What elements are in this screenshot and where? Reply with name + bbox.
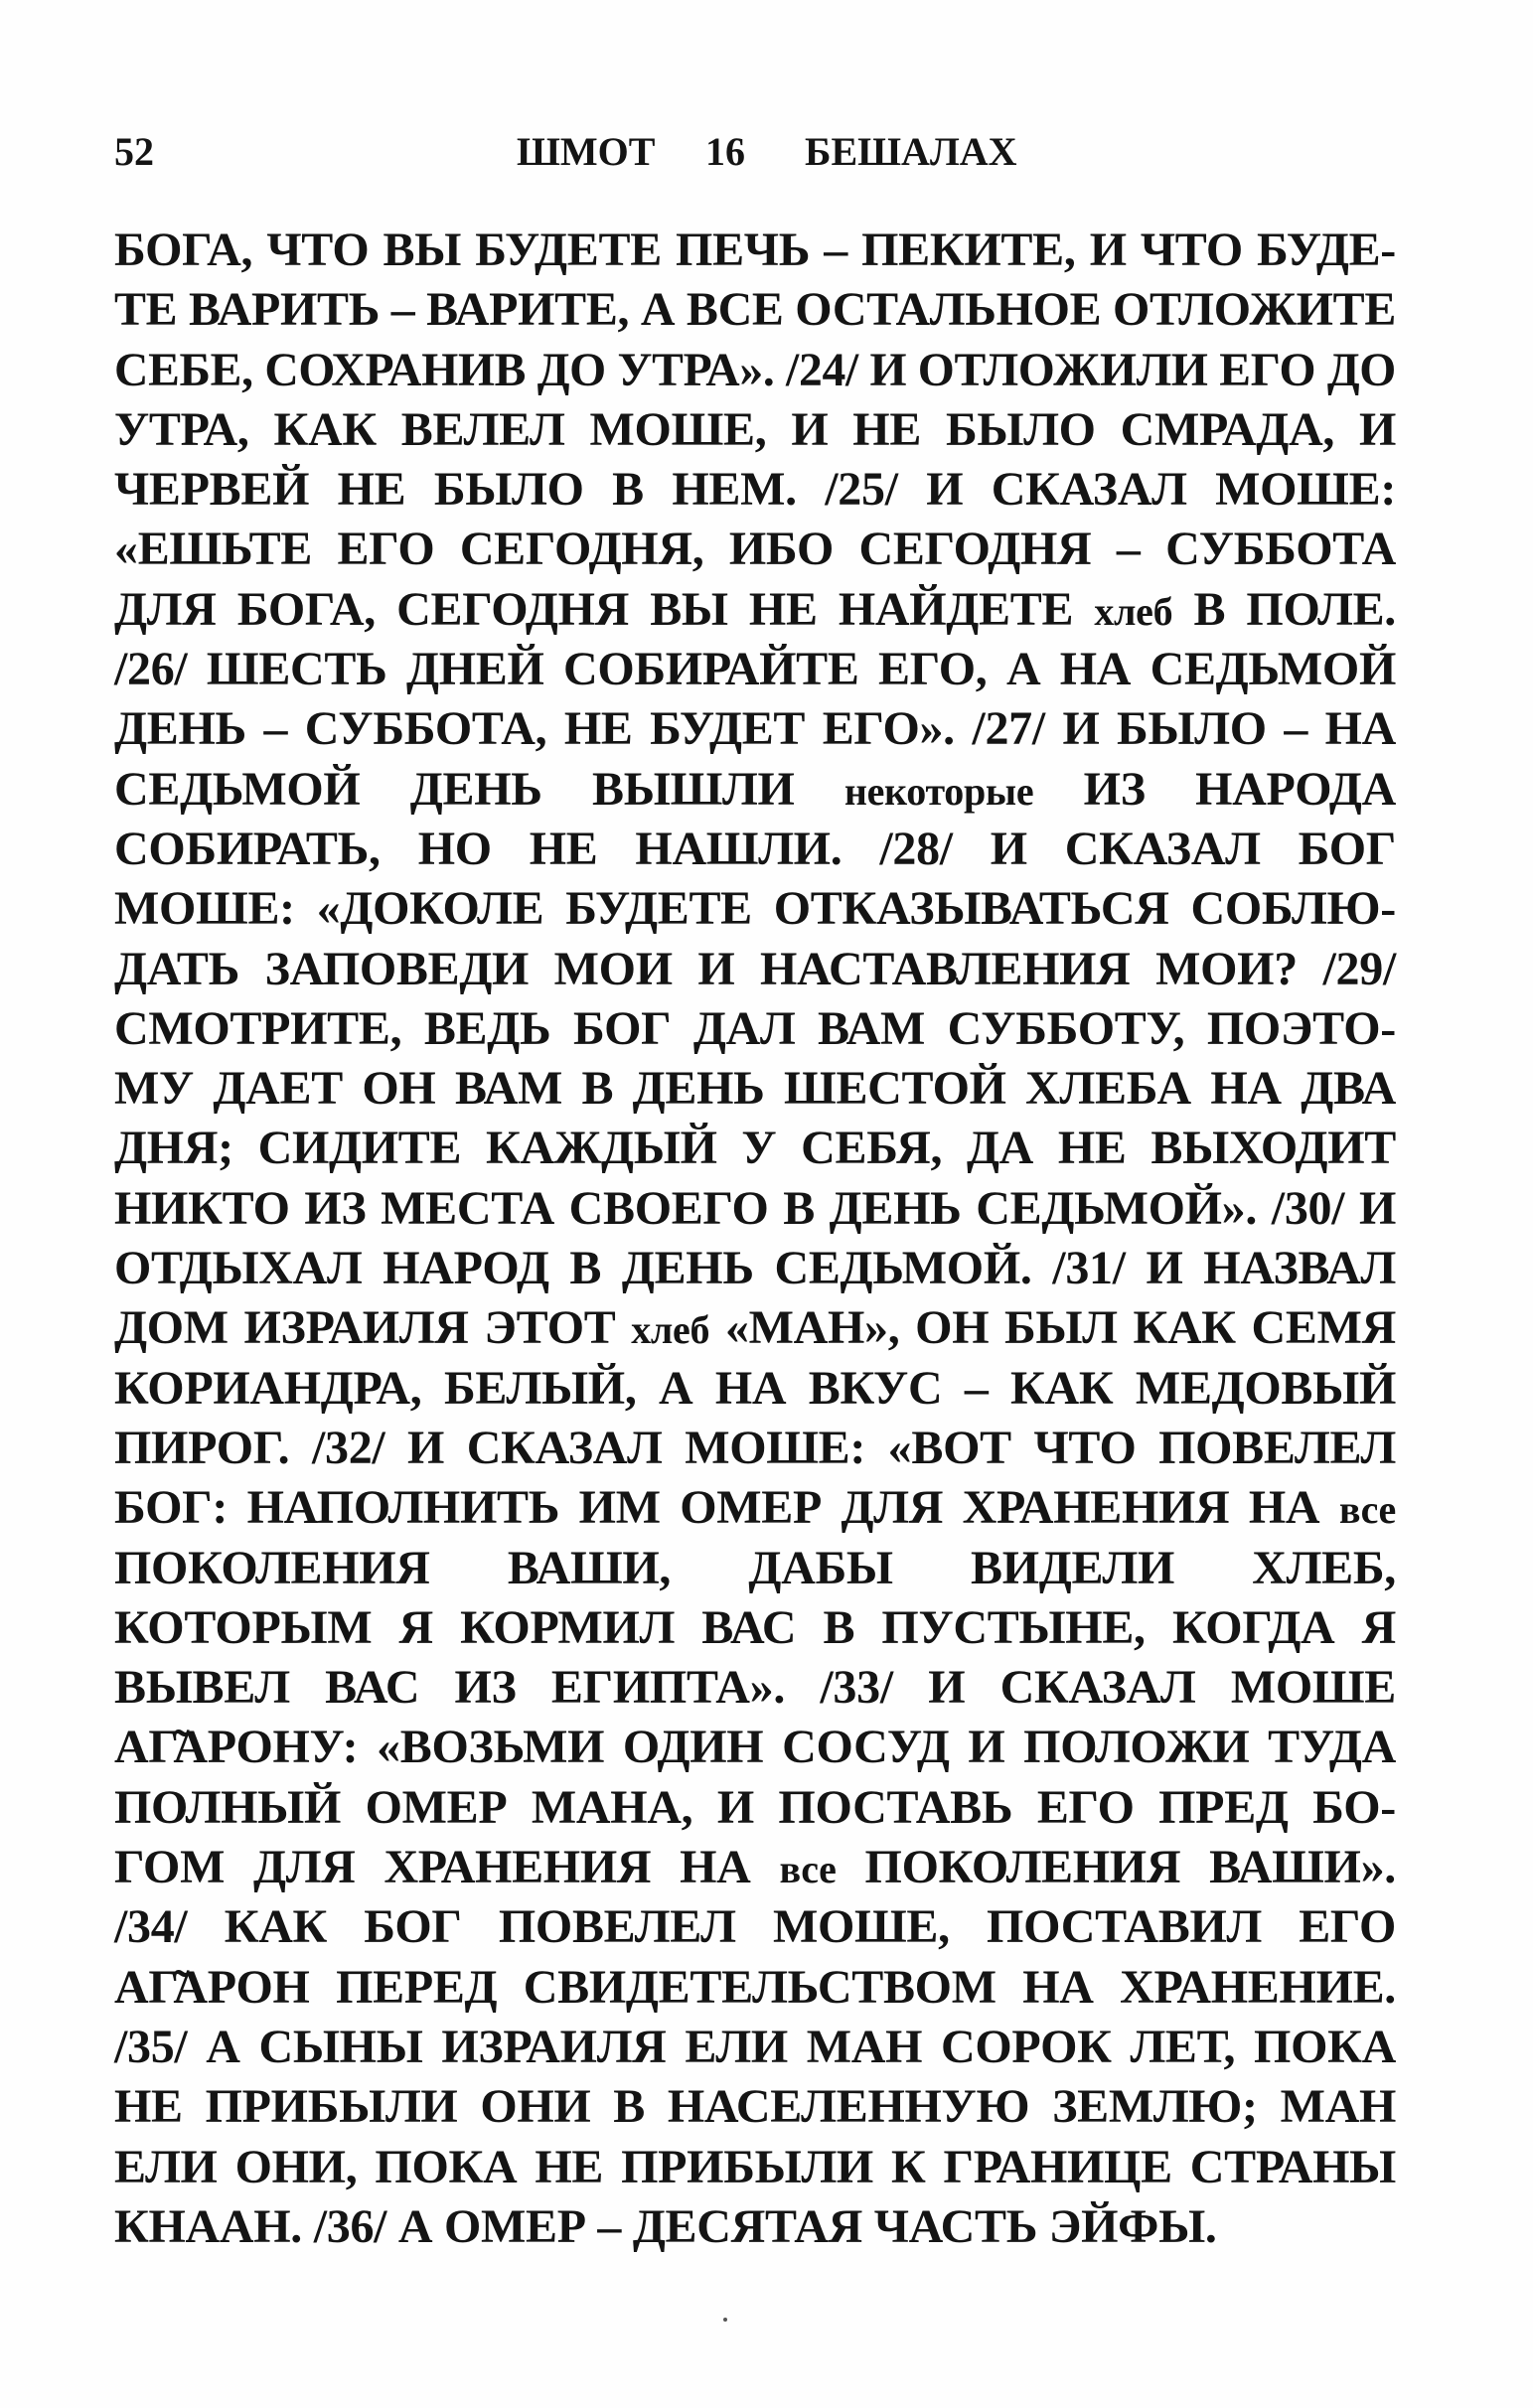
lowercase-insert: все <box>1338 1487 1396 1533</box>
text-line: ДЛЯ БОГА, СЕГОДНЯ ВЫ НЕ НАЙДЕТЕ хлеб В ПОЛЕ. <box>114 582 1396 636</box>
text-line: КНААН. /36/ А ОМЕР – ДЕСЯТАЯ ЧАСТЬ ЭЙФЫ. <box>114 2199 1217 2253</box>
text-line: УТРА, КАК ВЕЛЕЛ МОШЕ, И НЕ БЫЛО СМРАДА, И <box>114 402 1396 456</box>
text-line: ВЫВЕЛ ВАС ИЗ ЕГИПТА». /33/ И СКАЗАЛ МОШЕ <box>114 1661 1396 1715</box>
running-head <box>114 127 1396 177</box>
text-line: ДАТЬ ЗАПОВЕДИ МОИ И НАСТАВЛЕНИЯ МОИ? /29/ <box>114 942 1396 995</box>
text-line: ГОМ ДЛЯ ХРАНЕНИЯ НА все ПОКОЛЕНИЯ ВАШИ». <box>114 1841 1396 1894</box>
text-line: /26/ ШЕСТЬ ДНЕЙ СОБИРАЙТЕ ЕГО, А НА СЕДЬМОЙ <box>114 643 1396 696</box>
text-line: ПОКОЛЕНИЯ ВАШИ, ДАБЫ ВИДЕЛИ ХЛЕБ, <box>114 1541 1396 1594</box>
portion-title: БЕШАЛАХ <box>805 129 1017 174</box>
text-line: /34/ КАК БОГ ПОВЕЛЕЛ МОШЕ, ПОСТАВИЛ ЕГО <box>114 1900 1396 1954</box>
page-number: 52 <box>114 129 154 174</box>
book-title: ШМОТ <box>517 129 656 174</box>
text-line: ЧЕРВЕЙ НЕ БЫЛО В НЕМ. /25/ И СКАЗАЛ МОШЕ: <box>114 463 1396 517</box>
text-line: НЕ ПРИБЫЛИ ОНИ В НАСЕЛЕННУЮ ЗЕМЛЮ; МАН <box>114 2080 1396 2134</box>
text-line: ТЕ ВАРИТЬ – ВАРИТЕ, А ВСЕ ОСТАЛЬНОЕ ОТЛОЖИТЕ <box>114 283 1396 337</box>
text-line: СЕБЕ, СОХРАНИВ ДО УТРА». /24/ И ОТЛОЖИЛИ ЕГО ДО <box>114 343 1396 396</box>
text-line: АГ̃АРОН ПЕРЕД СВИДЕТЕЛЬСТВОМ НА ХРАНЕНИЕ. <box>114 1960 1396 2014</box>
text-line: СМОТРИТЕ, ВЕДЬ БОГ ДАЛ ВАМ СУББОТУ, ПОЭТО- <box>114 1001 1396 1055</box>
lowercase-insert: некоторые <box>843 768 1034 814</box>
text-line: КОТОРЫМ Я КОРМИЛ ВАС В ПУСТЫНЕ, КОГДА Я <box>114 1600 1396 1654</box>
text-line: ДЕНЬ – СУББОТА, НЕ БУДЕТ ЕГО». /27/ И БЫЛО – НА <box>114 702 1396 756</box>
text-line: ЕЛИ ОНИ, ПОКА НЕ ПРИБЫЛИ К ГРАНИЦЕ СТРАНЫ <box>114 2140 1396 2193</box>
text-line: НИКТО ИЗ МЕСТА СВОЕГО В ДЕНЬ СЕДЬМОЙ». /30/ И <box>114 1181 1396 1235</box>
text-line: ДНЯ; СИДИТЕ КАЖДЫЙ У СЕБЯ, ДА НЕ ВЫХОДИТ <box>114 1122 1396 1175</box>
text-line: ПИРОГ. /32/ И СКАЗАЛ МОШЕ: «ВОТ ЧТО ПОВЕЛЕЛ <box>114 1421 1396 1474</box>
text-line: КОРИАНДРА, БЕЛЫЙ, А НА ВКУС – КАК МЕДОВЫЙ <box>114 1361 1396 1415</box>
text-line: МОШЕ: «ДОКОЛЕ БУДЕТЕ ОТКАЗЫВАТЬСЯ СОБЛЮ- <box>114 882 1396 936</box>
text-line: СЕДЬМОЙ ДЕНЬ ВЫШЛИ некоторые ИЗ НАРОДА <box>114 762 1396 816</box>
text-line: МУ ДАЕТ ОН ВАМ В ДЕНЬ ШЕСТОЙ ХЛЕБА НА ДВА <box>114 1062 1396 1116</box>
text-line: СОБИРАТЬ, НО НЕ НАШЛИ. /28/ И СКАЗАЛ БОГ <box>114 822 1396 875</box>
text-line: ПОЛНЫЙ ОМЕР МАНА, И ПОСТАВЬ ЕГО ПРЕД БО- <box>114 1780 1396 1834</box>
text-line: ОТДЫХАЛ НАРОД В ДЕНЬ СЕДЬМОЙ. /31/ И НАЗВАЛ <box>114 1242 1396 1295</box>
print-speck <box>723 2318 727 2322</box>
text-line: /35/ А СЫНЫ ИЗРАИЛЯ ЕЛИ МАН СОРОК ЛЕТ, ПОКА <box>114 2020 1396 2073</box>
lowercase-insert: хлеб <box>1094 588 1173 634</box>
text-line: «ЕШЬТЕ ЕГО СЕГОДНЯ, ИБО СЕГОДНЯ – СУББОТА <box>114 523 1396 576</box>
body-text <box>114 221 1396 2257</box>
chapter-number: 16 <box>705 129 745 174</box>
lowercase-insert: все <box>779 1847 837 1892</box>
text-line: ДОМ ИЗРАИЛЯ ЭТОТ хлеб «МАН», ОН БЫЛ КАК СЕМЯ <box>114 1301 1396 1355</box>
text-line: БОГА, ЧТО ВЫ БУДЕТЕ ПЕЧЬ – ПЕКИТЕ, И ЧТО БУДЕ- <box>114 224 1396 276</box>
text-line: БОГ: НАПОЛНИТЬ ИМ ОМЕР ДЛЯ ХРАНЕНИЯ НА все <box>114 1481 1396 1535</box>
text-line: АГ̃АРОНУ: «ВОЗЬМИ ОДИН СОСУД И ПОЛОЖИ ТУДА <box>114 1721 1396 1774</box>
lowercase-insert: хлеб <box>631 1307 710 1353</box>
